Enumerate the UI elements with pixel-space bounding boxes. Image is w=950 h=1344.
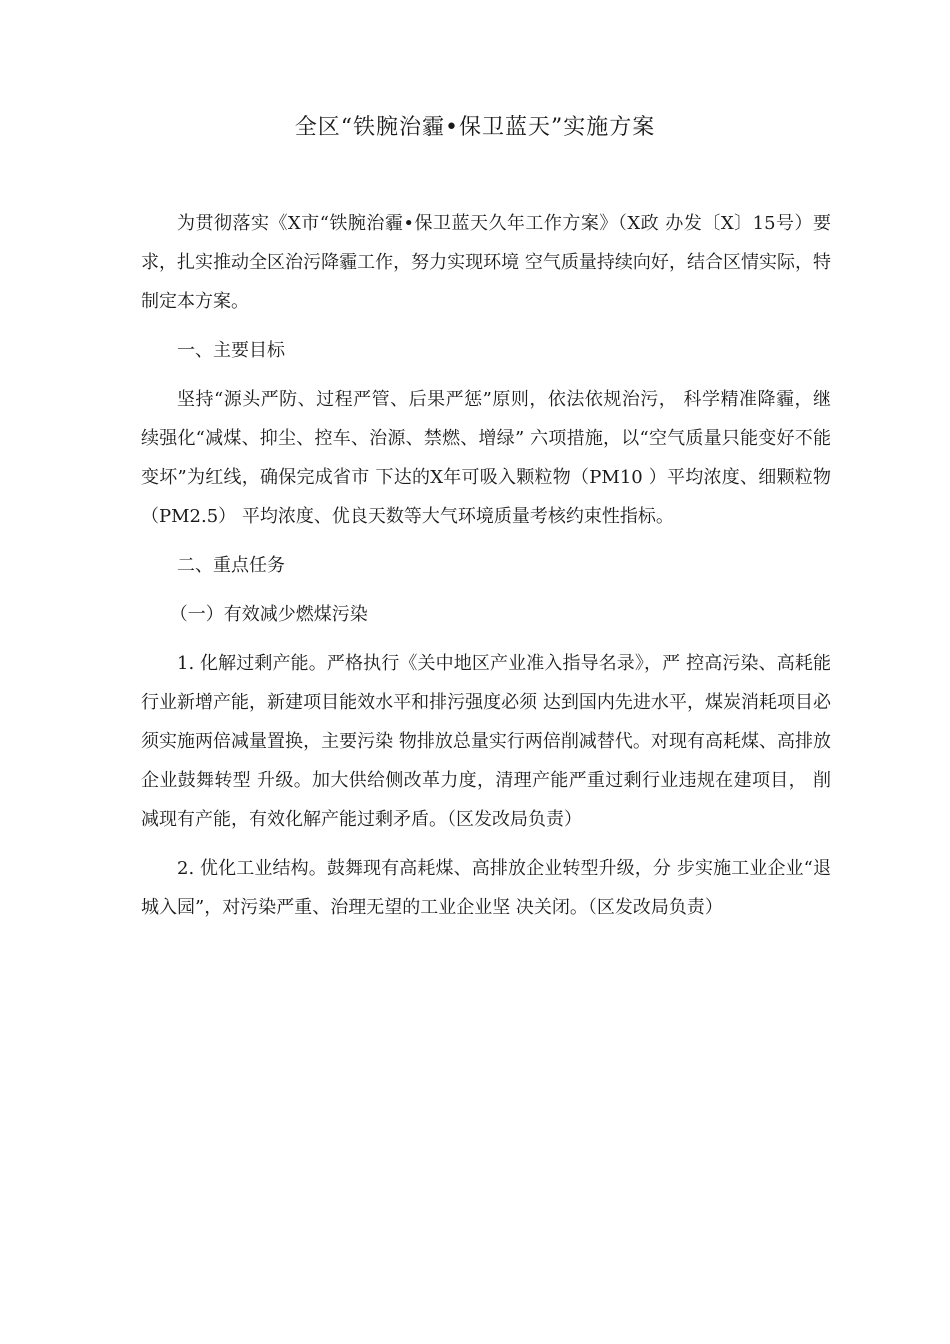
task-item-2: 2. 优化工业结构。鼓舞现有高耗煤、高排放企业转型升级，分 步实施工业企业“退城入园”，对污染严重、治理无望的工业企业坚 决关闭。（区发改局负责） (141, 858, 831, 918)
section-heading-tasks: 二、重点任务 (177, 555, 285, 576)
task-item-1: 1. 化解过剩产能。严格执行《关中地区产业准入指导名录》，严 控高污染、高耗能行业新增产能，新建项目能效水平和排污强度必须 达到国内先进水平，煤炭消耗项目必须实施两倍减量置换，主要污染 物排放总量实行两倍削减替代。对现有高耗煤、高排放企业鼓舞转型 升级。加大供给侧改革力度，清理产能严重过剩行业违规在建项目， 削减现有产能，有效化解产能过剩矛盾。（区发改局负责） (141, 653, 831, 830)
section-heading-goals: 一、主要目标 (177, 340, 285, 361)
subsection-heading-coal: （一）有效减少燃煤污染 (169, 604, 368, 625)
goals-paragraph: 坚持“源头严防、过程严管、后果严惩”原则，依法依规治污， 科学精准降霾，继续强化“减煤、抑尘、控车、治源、禁燃、增绿” 六项措施，以“空气质量只能变好不能变坏”为红线，确保完成省市 下达的X年可吸入颗粒物（PM10 ）平均浓度、细颗粒物（PM2.5） 平均浓度、优良天数等大气环境质量考核约束性指标。 (141, 389, 831, 527)
intro-paragraph: 为贯彻落实《X市“铁腕治霾•保卫蓝天久年工作方案》（X政 办发〔X〕15号）要求，扎实推动全区治污降霾工作，努力实现环境 空气质量持续向好，结合区情实际，特制定本方案。 (141, 213, 831, 312)
document-title: 全区“铁腕治霾•保卫蓝天”实施方案 (294, 115, 656, 140)
document-body (141, 204, 831, 937)
